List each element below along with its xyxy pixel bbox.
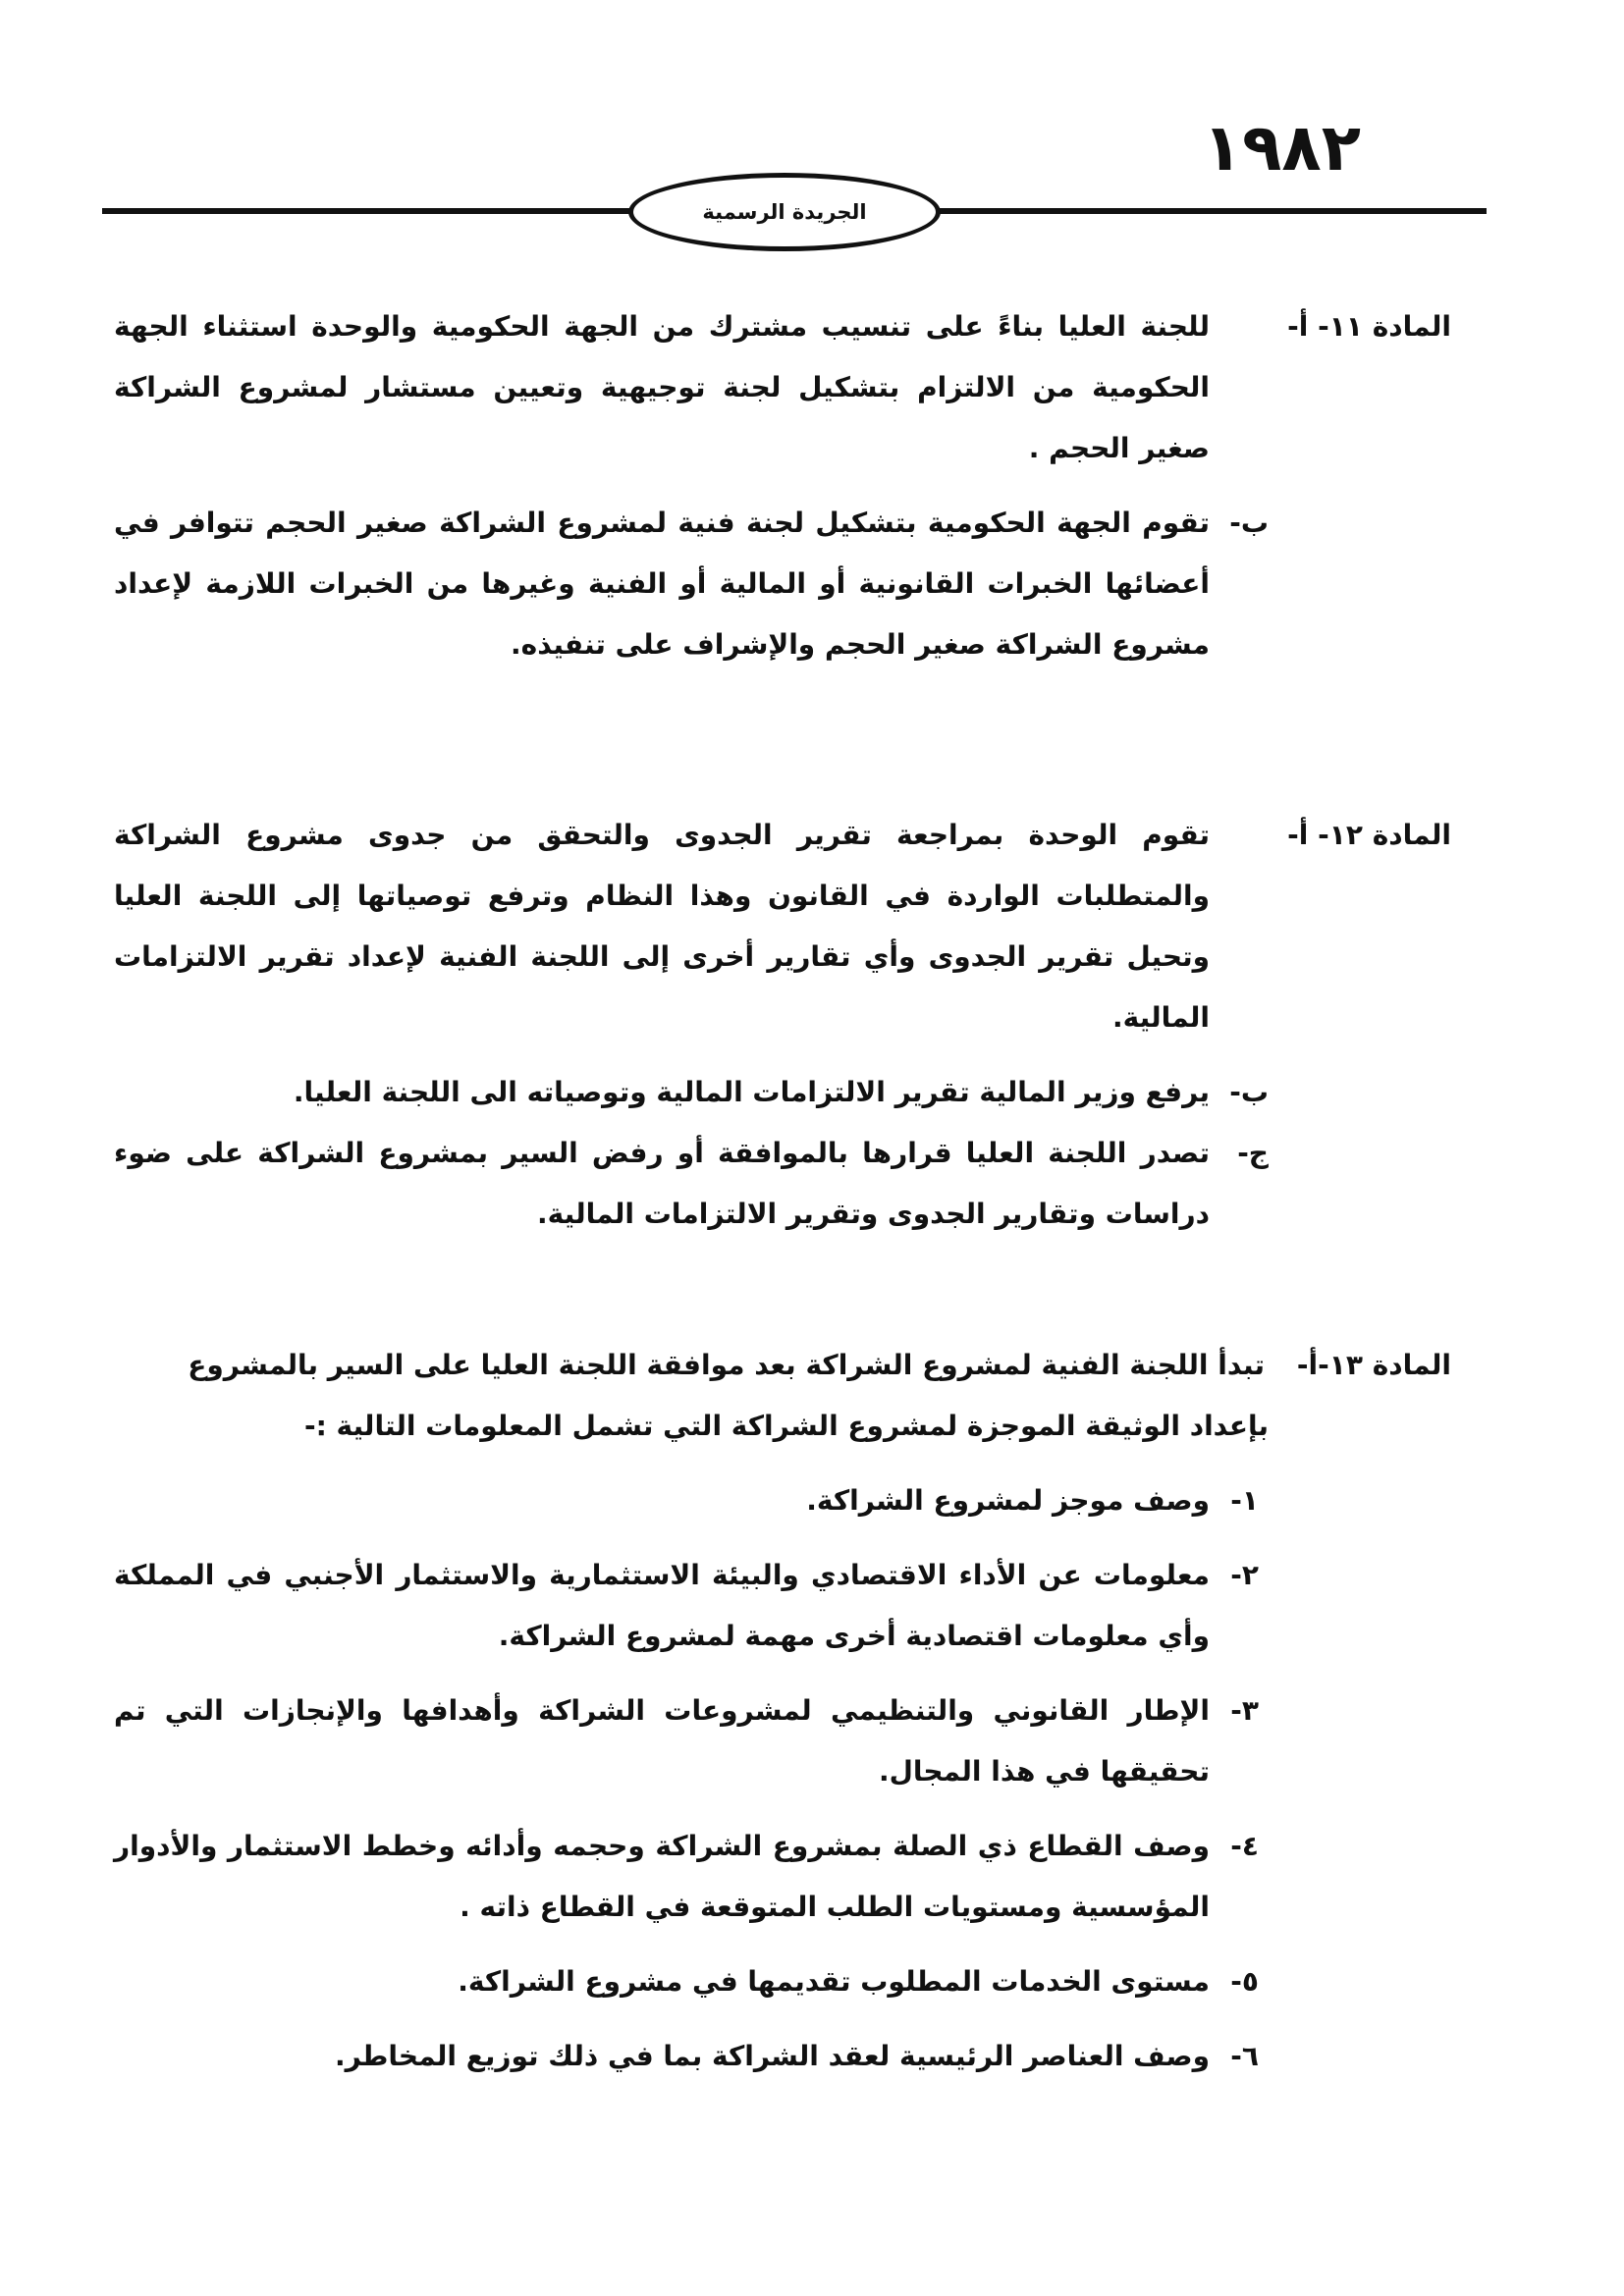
article-12-clause-c — [114, 1123, 1451, 1245]
article-12-clause-c-text: تصدر اللجنة العليا قرارها بالموافقة أو رفض السير بمشروع الشراكة على ضوء دراسات وتقارير الجدوى وتقرير الالتزامات المالية. — [114, 1137, 1210, 1230]
article-12-clause-a-text: تقوم الوحدة بمراجعة تقرير الجدوى والتحقق من جدوى مشروع الشراكة والمتطلبات الواردة في القانون وهذا النظام وترفع توصياتها إلى اللجنة العليا وتحيل تقرير الجدوى وأي تقارير أخرى إلى اللجنة الفنية لإعداد تقرير الالتزامات المالية. — [114, 819, 1210, 1034]
list-item — [114, 1816, 1451, 1938]
article-11-label: المادة ١١- أ- — [1287, 310, 1451, 343]
article-13-intro-text: تبدأ اللجنة الفنية لمشروع الشراكة بعد موافقة اللجنة العليا على السير بالمشروع — [188, 1349, 1265, 1381]
article-13-intro-continuation: بإعداد الوثيقة الموجزة لمشروع الشراكة التي تشمل المعلومات التالية :- — [303, 1410, 1269, 1442]
list-item — [114, 1545, 1451, 1667]
list-item-text: معلومات عن الأداء الاقتصادي والبيئة الاستثمارية والاستثمار الأجنبي في المملكة وأي معلومات اقتصادية أخرى مهمة لمشروع الشراكة. — [114, 1559, 1210, 1652]
article-11-clause-b — [114, 493, 1451, 675]
list-item — [114, 2026, 1451, 2087]
article-11-clause-a — [114, 296, 1451, 479]
gazette-title-oval — [628, 173, 941, 251]
article-12-clause-b — [114, 1062, 1451, 1123]
list-item-marker: ٣- — [1230, 1694, 1259, 1727]
document-body — [114, 296, 1451, 2101]
article-12-clause-b-marker: ب- — [1229, 1076, 1269, 1108]
article-13 — [114, 1335, 1451, 2087]
list-item-text: وصف القطاع ذي الصلة بمشروع الشراكة وحجمه وأدائه وخطط الاستثمار والأدوار المؤسسية ومستويات الطلب المتوقعة في القطاع ذاته . — [114, 1830, 1210, 1923]
article-11-clause-a-text: للجنة العليا بناءً على تنسيب مشترك من الجهة الحكومية والوحدة استثناء الجهة الحكومية من الالتزام بتشكيل لجنة توجيهية وتعيين مستشار لمشروع الشراكة صغير الحجم . — [114, 310, 1210, 464]
list-item-text: مستوى الخدمات المطلوب تقديمها في مشروع الشراكة. — [458, 1965, 1210, 1998]
list-item — [114, 1681, 1451, 1802]
list-item-text: الإطار القانوني والتنظيمي لمشروعات الشراكة وأهدافها والإنجازات التي تم تحقيقها في هذا المجال. — [114, 1694, 1210, 1788]
article-11-clause-b-marker: ب- — [1229, 507, 1269, 539]
article-13-intro — [114, 1335, 1451, 1396]
page-number: ١٩٨٢ — [1202, 110, 1361, 186]
list-item-marker: ١- — [1230, 1484, 1259, 1517]
article-11-clause-b-text: تقوم الجهة الحكومية بتشكيل لجنة فنية لمشروع الشراكة صغير الحجم تتوافر في أعضائها الخبرات القانونية أو المالية أو الفنية وغيرها من الخبرات اللازمة لإعداد مشروع الشراكة صغير الحجم والإشراف على تنفيذه. — [114, 507, 1210, 661]
list-item-marker: ٦- — [1230, 2040, 1259, 2072]
article-12-label: المادة ١٢- أ- — [1287, 819, 1451, 851]
article-12 — [114, 805, 1451, 1245]
list-item — [114, 1951, 1451, 2012]
article-12-clause-a — [114, 805, 1451, 1048]
list-item-marker: ٤- — [1230, 1830, 1259, 1862]
list-item-text: وصف العناصر الرئيسية لعقد الشراكة بما في ذلك توزيع المخاطر. — [334, 2040, 1210, 2072]
article-13-label: المادة ١٣-أ- — [1296, 1349, 1451, 1381]
article-11 — [114, 296, 1451, 675]
list-item-marker: ٥- — [1230, 1965, 1259, 1998]
list-item-marker: ٢- — [1230, 1559, 1259, 1591]
gazette-title: الجريدة الرسمية — [702, 200, 867, 224]
article-12-clause-b-text: يرفع وزير المالية تقرير الالتزامات المالية وتوصياته الى اللجنة العليا. — [293, 1076, 1210, 1108]
article-12-clause-c-marker: ج- — [1237, 1137, 1269, 1169]
list-item-text: وصف موجز لمشروع الشراكة. — [806, 1484, 1210, 1517]
list-item — [114, 1470, 1451, 1531]
